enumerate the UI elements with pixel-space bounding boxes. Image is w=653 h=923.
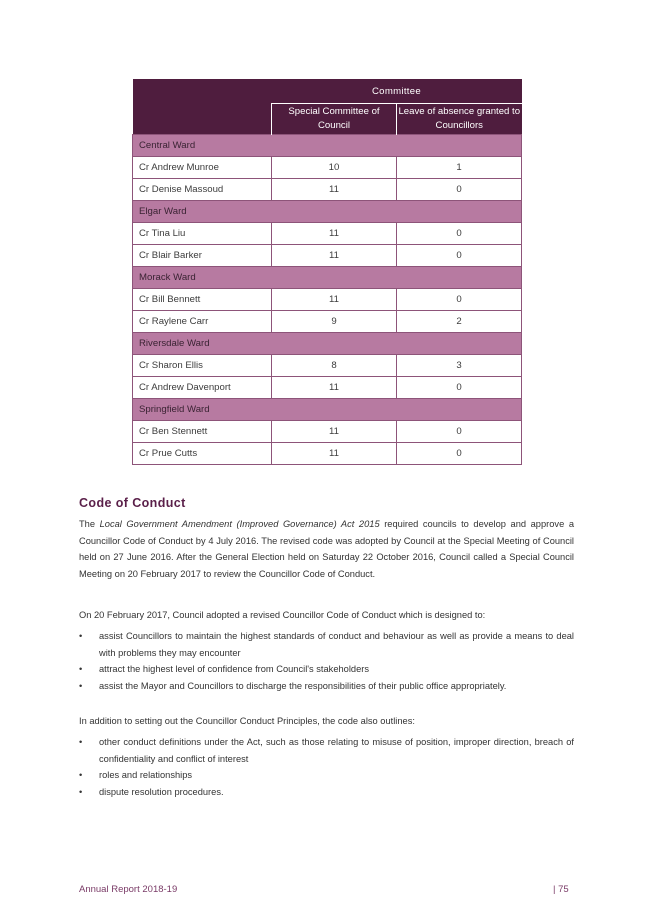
bullet-icon: • — [79, 664, 83, 674]
act-title: Local Government Amendment (Improved Governance) Act 2015 — [99, 519, 380, 529]
col-header-leave-of-absence: Leave of absence granted to Councillors — [397, 104, 522, 135]
list-item-text: other conduct definitions under the Act, such as those relating to misuse of position, improper direction, breach of confidentiality and conflict of interest — [99, 737, 574, 764]
list-item — [79, 678, 574, 695]
bullet-icon: • — [79, 737, 83, 747]
ward-row — [133, 267, 522, 289]
committee-count: 9 — [272, 311, 397, 333]
leave-count: 0 — [397, 421, 522, 443]
ward-name: Morack Ward — [133, 267, 522, 289]
list-item-text: attract the highest level of confidence from Council's stakeholders — [99, 664, 369, 674]
councillor-name: Cr Andrew Munroe — [133, 157, 272, 179]
list-item — [79, 784, 574, 801]
councillor-name: Cr Bill Bennett — [133, 289, 272, 311]
councillor-name: Cr Blair Barker — [133, 245, 272, 267]
footer-report-title: Annual Report 2018-19 — [79, 884, 178, 895]
table-header-blank — [133, 79, 272, 104]
committee-count: 11 — [272, 223, 397, 245]
list-item — [79, 661, 574, 678]
leave-count: 0 — [397, 289, 522, 311]
councillor-name: Cr Raylene Carr — [133, 311, 272, 333]
paragraph-intro — [79, 516, 574, 582]
ward-name: Springfield Ward — [133, 399, 522, 421]
leave-count: 0 — [397, 179, 522, 201]
councillor-name: Cr Prue Cutts — [133, 443, 272, 465]
table-row — [133, 355, 522, 377]
committee-count: 8 — [272, 355, 397, 377]
footer-page-number: | 75 — [553, 884, 569, 895]
list-item — [79, 767, 574, 784]
committee-count: 10 — [272, 157, 397, 179]
col-header-special-committee: Special Committee of Council — [272, 104, 397, 135]
committee-count: 11 — [272, 443, 397, 465]
ward-row — [133, 399, 522, 421]
table-header-blank — [133, 104, 272, 135]
leave-count: 0 — [397, 223, 522, 245]
code-outline-list — [79, 734, 574, 800]
leave-count: 0 — [397, 443, 522, 465]
bullet-icon: • — [79, 631, 83, 641]
paragraph-adoption: On 20 February 2017, Council adopted a revised Councillor Code of Conduct which is designed to: — [79, 610, 486, 620]
committee-group-header: Committee — [272, 79, 522, 104]
table-row — [133, 443, 522, 465]
leave-count: 3 — [397, 355, 522, 377]
leave-count: 0 — [397, 245, 522, 267]
table-row — [133, 245, 522, 267]
councillor-name: Cr Denise Massoud — [133, 179, 272, 201]
leave-count: 2 — [397, 311, 522, 333]
leave-count: 1 — [397, 157, 522, 179]
paragraph-intro-prefix: The — [79, 519, 100, 529]
table-row — [133, 157, 522, 179]
committee-count: 11 — [272, 245, 397, 267]
section-heading: Code of Conduct — [79, 496, 186, 510]
paragraph-outline: In addition to setting out the Councillor Conduct Principles, the code also outlines: — [79, 716, 415, 726]
table-row — [133, 289, 522, 311]
table-row — [133, 223, 522, 245]
councillor-name: Cr Ben Stennett — [133, 421, 272, 443]
ward-name: Central Ward — [133, 135, 522, 157]
list-item — [79, 734, 574, 767]
table-row — [133, 311, 522, 333]
ward-name: Elgar Ward — [133, 201, 522, 223]
table-row — [133, 421, 522, 443]
committee-count: 11 — [272, 179, 397, 201]
councillor-name: Cr Sharon Ellis — [133, 355, 272, 377]
bullet-icon: • — [79, 786, 83, 797]
committee-count: 11 — [272, 377, 397, 399]
ward-row — [133, 135, 522, 157]
list-item-text: dispute resolution procedures. — [99, 786, 224, 797]
ward-name: Riversdale Ward — [133, 333, 522, 355]
ward-row — [133, 201, 522, 223]
list-item-text: assist the Mayor and Councillors to discharge the responsibilities of their public office appropriately. — [99, 680, 507, 691]
councillor-attendance-table — [132, 79, 522, 465]
list-item — [79, 628, 574, 661]
table-row — [133, 179, 522, 201]
committee-count: 11 — [272, 421, 397, 443]
ward-row — [133, 333, 522, 355]
paragraph-intro-rest: required councils to develop and approve a Councillor Code of Conduct by 4 July 2016. The revised code was adopted by Council at the Special Meeting of Council held on 27 June 2016. After the General Election held on Saturday 22 October 2016, Council called a Special Council Meeting on 20 February 2017 to review the Councillor Code of Conduct. — [79, 519, 574, 579]
bullet-icon: • — [79, 680, 83, 691]
councillor-name: Cr Tina Liu — [133, 223, 272, 245]
committee-count: 11 — [272, 289, 397, 311]
councillor-name: Cr Andrew Davenport — [133, 377, 272, 399]
list-item-text: assist Councillors to maintain the highest standards of conduct and behaviour as well as provide a means to deal with problems they may encounter — [99, 631, 574, 658]
leave-count: 0 — [397, 377, 522, 399]
list-item-text: roles and relationships — [99, 770, 193, 780]
bullet-icon: • — [79, 770, 83, 780]
table-row — [133, 377, 522, 399]
code-purpose-list — [79, 628, 574, 694]
